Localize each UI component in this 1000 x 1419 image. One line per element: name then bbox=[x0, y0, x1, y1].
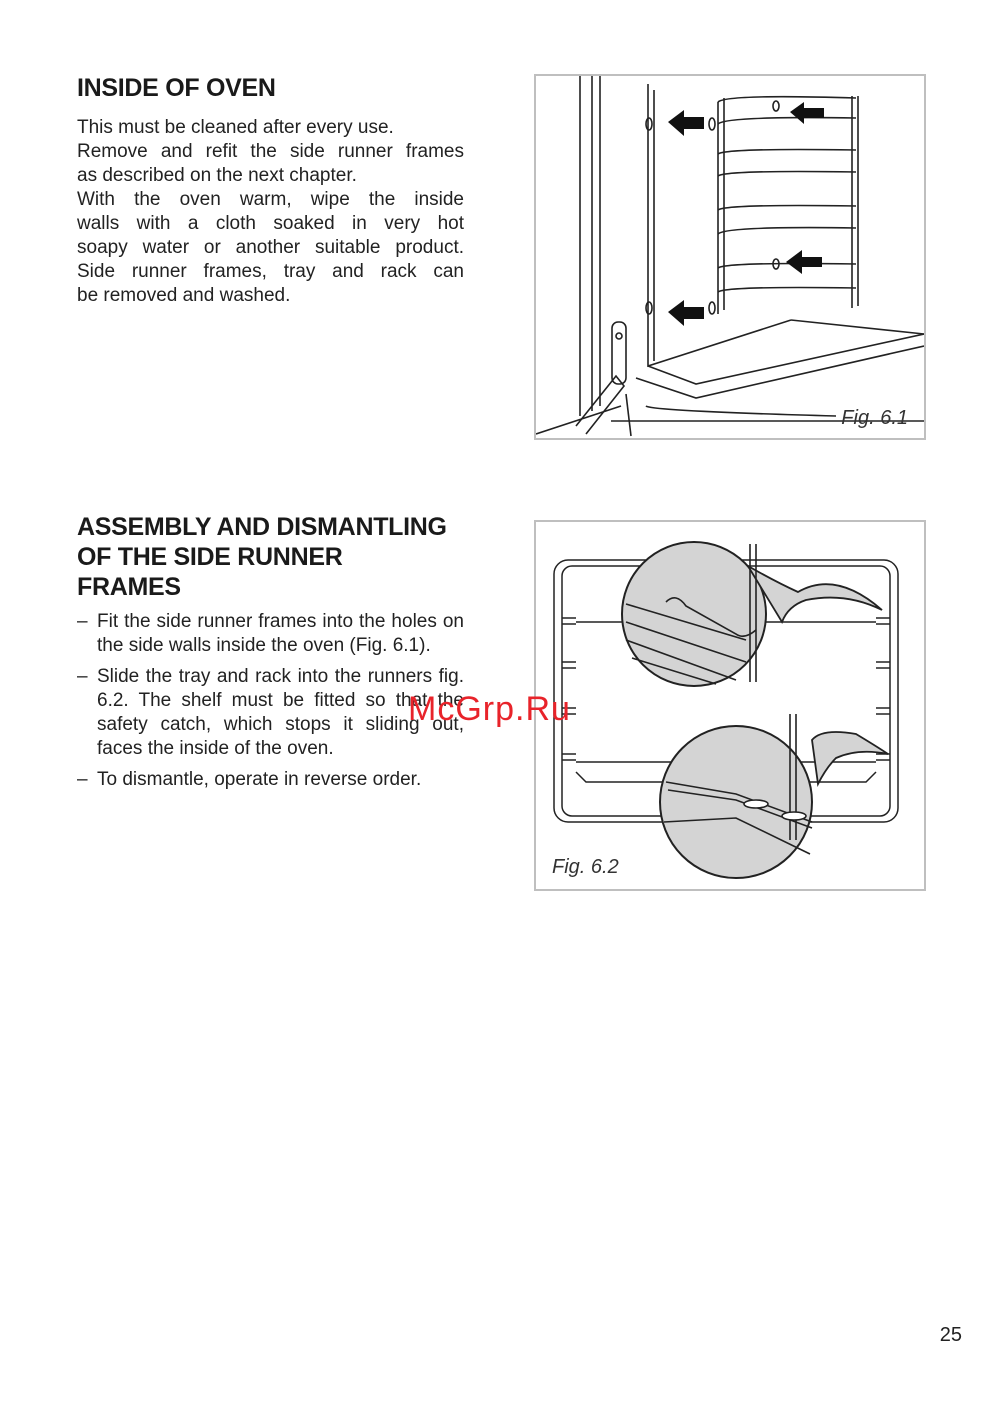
list-item bbox=[77, 665, 464, 761]
section-title-assembly bbox=[77, 512, 477, 602]
section-title-inside-of-oven: INSIDE OF OVEN bbox=[77, 74, 276, 102]
paragraph-line: Side runner frames, tray and rack can bbox=[77, 261, 464, 282]
paragraph-line: as described on the next chapter. bbox=[77, 165, 357, 186]
paragraph-line: With the oven warm, wipe the inside bbox=[77, 189, 464, 210]
list-item-text: Fit the side runner frames into the holes on the side walls inside the oven (Fig. 6.1). bbox=[97, 611, 464, 656]
assembly-steps-list bbox=[77, 610, 464, 799]
list-item-text: To dismantle, operate in reverse order. bbox=[97, 769, 422, 790]
list-dash: – bbox=[77, 769, 88, 790]
title-line: ASSEMBLY AND DISMANTLING bbox=[77, 513, 447, 541]
title-line: FRAMES bbox=[77, 573, 181, 601]
figure-caption: Fig. 6.1 bbox=[841, 407, 908, 429]
watermark-text: McGrp.Ru bbox=[408, 690, 571, 728]
figure-6-2 bbox=[534, 520, 926, 891]
list-item bbox=[77, 768, 464, 792]
title-line: OF THE SIDE RUNNER bbox=[77, 543, 343, 571]
runner-rack-illustration bbox=[536, 522, 924, 889]
list-item-text: Slide the tray and rack into the runners fig. 6.2. The shelf must be fitted so that the safety catch, which stops it sliding out, faces the inside of the oven. bbox=[97, 666, 464, 759]
paragraph-line: walls with a cloth soaked in very hot bbox=[77, 213, 464, 234]
paragraph-line: be removed and washed. bbox=[77, 285, 291, 306]
figure-caption: Fig. 6.2 bbox=[552, 856, 619, 878]
oven-side-runner-illustration bbox=[536, 76, 924, 438]
list-dash: – bbox=[77, 666, 88, 687]
figure-6-1 bbox=[534, 74, 926, 440]
list-item bbox=[77, 610, 464, 658]
paragraph-line: This must be cleaned after every use. bbox=[77, 117, 394, 138]
page-number: 25 bbox=[939, 1324, 962, 1346]
inside-oven-paragraph bbox=[77, 116, 464, 308]
paragraph-line: Remove and refit the side runner frames bbox=[77, 141, 464, 162]
list-dash: – bbox=[77, 611, 88, 632]
paragraph-line: soapy water or another suitable product. bbox=[77, 237, 464, 258]
